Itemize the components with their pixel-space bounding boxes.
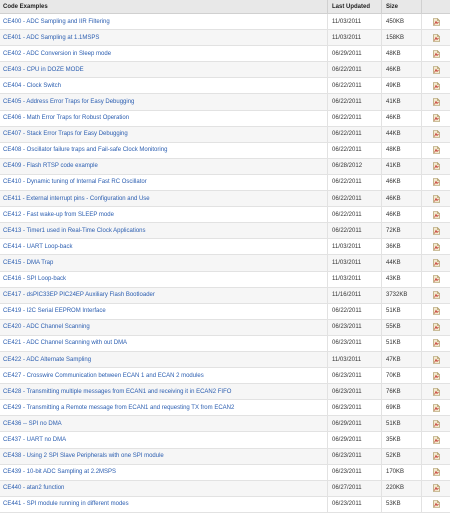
- code-example-name-cell: [0, 239, 328, 254]
- file-size-cell: 49KB: [382, 78, 422, 93]
- pdf-document-icon[interactable]: [433, 50, 440, 58]
- code-example-name-cell: [0, 62, 328, 77]
- table-row: [0, 400, 450, 416]
- download-cell: [422, 127, 450, 142]
- last-updated-cell: 06/23/2011: [328, 320, 382, 335]
- pdf-document-icon[interactable]: [433, 291, 440, 299]
- code-example-name-cell: [0, 481, 328, 496]
- code-example-name-cell: [0, 255, 328, 270]
- table-row: [0, 352, 450, 368]
- code-example-name-cell: [0, 400, 328, 415]
- download-cell: [422, 175, 450, 190]
- download-cell: [422, 449, 450, 464]
- pdf-document-icon[interactable]: [433, 420, 440, 428]
- code-example-link[interactable]: CE415 - DMA Trap: [3, 259, 54, 266]
- last-updated-cell: 06/22/2011: [328, 78, 382, 93]
- table-row: [0, 175, 450, 191]
- download-cell: [422, 272, 450, 287]
- last-updated-cell: 06/22/2011: [328, 94, 382, 109]
- code-example-link[interactable]: CE406 - Math Error Traps for Robust Operation: [3, 115, 130, 122]
- table-row: [0, 191, 450, 207]
- pdf-document-icon[interactable]: [433, 211, 440, 219]
- table-row: [0, 272, 450, 288]
- pdf-document-icon[interactable]: [433, 146, 440, 154]
- file-size-cell: 52KB: [382, 449, 422, 464]
- last-updated-cell: 06/23/2011: [328, 384, 382, 399]
- code-example-link[interactable]: CE409 - Flash RTSP code example: [3, 163, 98, 170]
- table-row: [0, 239, 450, 255]
- file-size-cell: 53KB: [382, 497, 422, 512]
- code-example-name-cell: [0, 352, 328, 367]
- last-updated-cell: 06/22/2011: [328, 127, 382, 142]
- download-cell: [422, 416, 450, 431]
- last-updated-cell: 06/29/2011: [328, 432, 382, 447]
- last-updated-cell: 06/28/2012: [328, 159, 382, 174]
- pdf-document-icon[interactable]: [433, 323, 440, 331]
- table-row: [0, 384, 450, 400]
- table-row: [0, 497, 450, 513]
- last-updated-cell: 06/22/2011: [328, 175, 382, 190]
- code-example-name-cell: [0, 207, 328, 222]
- file-size-cell: 46KB: [382, 175, 422, 190]
- code-example-name-cell: [0, 384, 328, 399]
- last-updated-cell: 06/22/2011: [328, 62, 382, 77]
- table-row: [0, 143, 450, 159]
- file-size-cell: 55KB: [382, 320, 422, 335]
- code-example-link[interactable]: CE421 - ADC Channel Scanning with out DMA: [3, 340, 128, 347]
- last-updated-cell: 06/23/2011: [328, 400, 382, 415]
- file-size-cell: 35KB: [382, 432, 422, 447]
- last-updated-cell: 11/03/2011: [328, 239, 382, 254]
- last-updated-cell: 06/22/2011: [328, 143, 382, 158]
- table-row: [0, 304, 450, 320]
- last-updated-cell: 06/22/2011: [328, 111, 382, 126]
- download-cell: [422, 94, 450, 109]
- file-size-cell: 47KB: [382, 352, 422, 367]
- table-row: [0, 255, 450, 271]
- file-size-cell: 41KB: [382, 94, 422, 109]
- code-example-link[interactable]: CE404 - Clock Switch: [3, 82, 62, 89]
- file-size-cell: 44KB: [382, 127, 422, 142]
- pdf-document-icon[interactable]: [433, 307, 440, 315]
- file-size-cell: 51KB: [382, 336, 422, 351]
- download-cell: [422, 255, 450, 270]
- code-example-name-cell: [0, 143, 328, 158]
- last-updated-cell: 06/23/2011: [328, 368, 382, 383]
- code-example-name-cell: [0, 14, 328, 29]
- pdf-document-icon[interactable]: [433, 195, 440, 203]
- code-example-name-cell: [0, 78, 328, 93]
- last-updated-cell: 06/29/2011: [328, 46, 382, 61]
- last-updated-cell: 06/23/2011: [328, 449, 382, 464]
- code-example-link[interactable]: CE402 - ADC Conversion in Sleep mode: [3, 50, 112, 57]
- file-size-cell: 69KB: [382, 400, 422, 415]
- code-example-link[interactable]: CE411 - External interrupt pins - Configuration and Use: [3, 195, 150, 202]
- code-example-name-cell: [0, 449, 328, 464]
- column-header-download: [422, 0, 450, 13]
- table-row: [0, 127, 450, 143]
- code-example-link[interactable]: CE420 - ADC Channel Scanning: [3, 324, 90, 331]
- download-cell: [422, 304, 450, 319]
- last-updated-cell: 11/03/2011: [328, 255, 382, 270]
- pdf-document-icon[interactable]: [433, 468, 440, 476]
- pdf-document-icon[interactable]: [433, 404, 440, 412]
- file-size-cell: 48KB: [382, 143, 422, 158]
- file-size-cell: 3732KB: [382, 288, 422, 303]
- last-updated-cell: 11/03/2011: [328, 272, 382, 287]
- code-example-link[interactable]: CE417 - dsPIC33EP PIC24EP Auxiliary Flash Bootloader: [3, 292, 155, 299]
- table-row: [0, 159, 450, 175]
- download-cell: [422, 30, 450, 45]
- table-row: [0, 94, 450, 110]
- table-row: [0, 336, 450, 352]
- last-updated-cell: 06/29/2011: [328, 416, 382, 431]
- file-size-cell: 51KB: [382, 304, 422, 319]
- download-cell: [422, 239, 450, 254]
- pdf-document-icon[interactable]: [433, 178, 440, 186]
- table-row: [0, 111, 450, 127]
- file-size-cell: 44KB: [382, 255, 422, 270]
- pdf-document-icon[interactable]: [433, 82, 440, 90]
- last-updated-cell: 06/22/2011: [328, 223, 382, 238]
- file-size-cell: 48KB: [382, 46, 422, 61]
- download-cell: [422, 46, 450, 61]
- code-example-link[interactable]: CE422 - ADC Alternate Sampling: [3, 356, 92, 363]
- pdf-document-icon[interactable]: [433, 18, 440, 26]
- pdf-document-icon[interactable]: [433, 484, 440, 492]
- pdf-document-icon[interactable]: [433, 130, 440, 138]
- table-row: [0, 46, 450, 62]
- last-updated-cell: 11/03/2011: [328, 352, 382, 367]
- download-cell: [422, 14, 450, 29]
- last-updated-cell: 06/23/2011: [328, 336, 382, 351]
- code-example-name-cell: [0, 94, 328, 109]
- pdf-document-icon[interactable]: [433, 452, 440, 460]
- pdf-document-icon[interactable]: [433, 339, 440, 347]
- table-row: [0, 368, 450, 384]
- code-example-link[interactable]: CE410 - Dynamic tuning of Internal Fast RC Oscillator: [3, 179, 147, 186]
- last-updated-cell: 11/03/2011: [328, 30, 382, 45]
- file-size-cell: 46KB: [382, 191, 422, 206]
- download-cell: [422, 368, 450, 383]
- last-updated-cell: 06/22/2011: [328, 304, 382, 319]
- pdf-document-icon[interactable]: [433, 227, 440, 235]
- code-example-name-cell: [0, 497, 328, 512]
- pdf-document-icon[interactable]: [433, 500, 440, 508]
- code-example-link[interactable]: CE414 - UART Loop-back: [3, 243, 73, 250]
- code-example-link[interactable]: CE429 - Transmitting a Remote message from ECAN1 and requesting TX from ECAN2: [3, 404, 235, 411]
- table-header-row: [0, 0, 450, 14]
- download-cell: [422, 465, 450, 480]
- code-example-name-cell: [0, 304, 328, 319]
- table-body: [0, 14, 450, 513]
- download-cell: [422, 432, 450, 447]
- last-updated-cell: 06/27/2011: [328, 481, 382, 496]
- file-size-cell: 76KB: [382, 384, 422, 399]
- code-example-name-cell: [0, 336, 328, 351]
- code-example-name-cell: [0, 465, 328, 480]
- pdf-document-icon[interactable]: [433, 259, 440, 267]
- file-size-cell: 51KB: [382, 416, 422, 431]
- code-example-name-cell: [0, 223, 328, 238]
- code-example-link[interactable]: CE403 - CPU in DOZE MODE: [3, 66, 84, 73]
- pdf-document-icon[interactable]: [433, 66, 440, 74]
- download-cell: [422, 352, 450, 367]
- table-row: [0, 432, 450, 448]
- download-cell: [422, 191, 450, 206]
- file-size-cell: 46KB: [382, 207, 422, 222]
- code-example-name-cell: [0, 272, 328, 287]
- code-example-link[interactable]: CE437 - UART no DMA: [3, 436, 67, 443]
- code-example-name-cell: [0, 416, 328, 431]
- download-cell: [422, 384, 450, 399]
- code-example-name-cell: [0, 46, 328, 61]
- column-header-code-examples[interactable]: Code Examples: [0, 0, 328, 13]
- pdf-document-icon[interactable]: [433, 34, 440, 42]
- table-row: [0, 320, 450, 336]
- file-size-cell: 158KB: [382, 30, 422, 45]
- download-cell: [422, 143, 450, 158]
- column-header-last-updated[interactable]: Last Updated: [328, 0, 382, 13]
- file-size-cell: 46KB: [382, 62, 422, 77]
- file-size-cell: 70KB: [382, 368, 422, 383]
- code-example-link[interactable]: CE405 - Address Error Traps for Easy Debugging: [3, 99, 135, 106]
- code-example-link[interactable]: CE412 - Fast wake-up from SLEEP mode: [3, 211, 114, 218]
- file-size-cell: 170KB: [382, 465, 422, 480]
- download-cell: [422, 207, 450, 222]
- code-example-link[interactable]: CE439 - 10-bit ADC Sampling at 2.2MSPS: [3, 469, 117, 476]
- code-example-link[interactable]: CE407 - Stack Error Traps for Easy Debugging: [3, 131, 128, 138]
- table-row: [0, 449, 450, 465]
- code-example-name-cell: [0, 175, 328, 190]
- file-size-cell: 46KB: [382, 111, 422, 126]
- code-example-link[interactable]: CE401 - ADC Sampling at 1.1MSPS: [3, 34, 100, 41]
- code-example-name-cell: [0, 320, 328, 335]
- code-example-link[interactable]: CE441 - SPI module running in different modes: [3, 501, 129, 508]
- code-example-name-cell: [0, 191, 328, 206]
- pdf-document-icon[interactable]: [433, 356, 440, 364]
- file-size-cell: 43KB: [382, 272, 422, 287]
- file-size-cell: 36KB: [382, 239, 422, 254]
- code-example-link[interactable]: CE438 - Using 2 SPI Slave Peripherals with one SPI module: [3, 453, 164, 460]
- code-example-link[interactable]: CE413 - Timer1 used in Real-Time Clock Applications: [3, 227, 146, 234]
- download-cell: [422, 159, 450, 174]
- table-row: [0, 465, 450, 481]
- table-row: [0, 78, 450, 94]
- pdf-document-icon[interactable]: [433, 162, 440, 170]
- pdf-document-icon[interactable]: [433, 243, 440, 251]
- last-updated-cell: 06/23/2011: [328, 465, 382, 480]
- table-row: [0, 30, 450, 46]
- code-example-link[interactable]: CE400 - ADC Sampling and IIR Filtering: [3, 18, 110, 25]
- download-cell: [422, 62, 450, 77]
- pdf-document-icon[interactable]: [433, 275, 440, 283]
- download-cell: [422, 223, 450, 238]
- last-updated-cell: 11/16/2011: [328, 288, 382, 303]
- file-size-cell: 72KB: [382, 223, 422, 238]
- pdf-document-icon[interactable]: [433, 388, 440, 396]
- code-example-link[interactable]: CE436 -- SPI no DMA: [3, 420, 62, 427]
- table-row: [0, 14, 450, 30]
- code-example-name-cell: [0, 159, 328, 174]
- code-example-name-cell: [0, 432, 328, 447]
- code-example-link[interactable]: CE408 - Oscillator failure traps and Fail-safe Clock Monitoring: [3, 147, 168, 154]
- file-size-cell: 41KB: [382, 159, 422, 174]
- download-cell: [422, 481, 450, 496]
- code-example-name-cell: [0, 111, 328, 126]
- code-example-name-cell: [0, 127, 328, 142]
- download-cell: [422, 336, 450, 351]
- file-size-cell: 450KB: [382, 14, 422, 29]
- last-updated-cell: 06/22/2011: [328, 191, 382, 206]
- table-row: [0, 416, 450, 432]
- pdf-document-icon[interactable]: [433, 372, 440, 380]
- code-example-name-cell: [0, 368, 328, 383]
- last-updated-cell: 06/23/2011: [328, 497, 382, 512]
- table-row: [0, 288, 450, 304]
- download-cell: [422, 320, 450, 335]
- code-example-link[interactable]: CE440 - atan2 function: [3, 485, 65, 492]
- pdf-document-icon[interactable]: [433, 436, 440, 444]
- code-example-link[interactable]: CE416 - SPI Loop-back: [3, 276, 67, 283]
- code-example-name-cell: [0, 30, 328, 45]
- table-row: [0, 223, 450, 239]
- download-cell: [422, 288, 450, 303]
- last-updated-cell: 06/22/2011: [328, 207, 382, 222]
- code-example-link[interactable]: CE427 - Crosswire Communication between ECAN 1 and ECAN 2 modules: [3, 372, 204, 379]
- download-cell: [422, 400, 450, 415]
- column-header-size[interactable]: Size: [382, 0, 422, 13]
- table-row: [0, 481, 450, 497]
- table-row: [0, 207, 450, 223]
- code-example-name-cell: [0, 288, 328, 303]
- file-size-cell: 220KB: [382, 481, 422, 496]
- pdf-document-icon[interactable]: [433, 98, 440, 106]
- last-updated-cell: 11/03/2011: [328, 14, 382, 29]
- table-row: [0, 62, 450, 78]
- code-example-link[interactable]: CE428 - Transmitting multiple messages from ECAN1 and receiving it in ECAN2 FIFO: [3, 388, 232, 395]
- download-cell: [422, 497, 450, 512]
- pdf-document-icon[interactable]: [433, 114, 440, 122]
- download-cell: [422, 111, 450, 126]
- download-cell: [422, 78, 450, 93]
- code-example-link[interactable]: CE419 - I2C Serial EEPROM Interface: [3, 308, 106, 315]
